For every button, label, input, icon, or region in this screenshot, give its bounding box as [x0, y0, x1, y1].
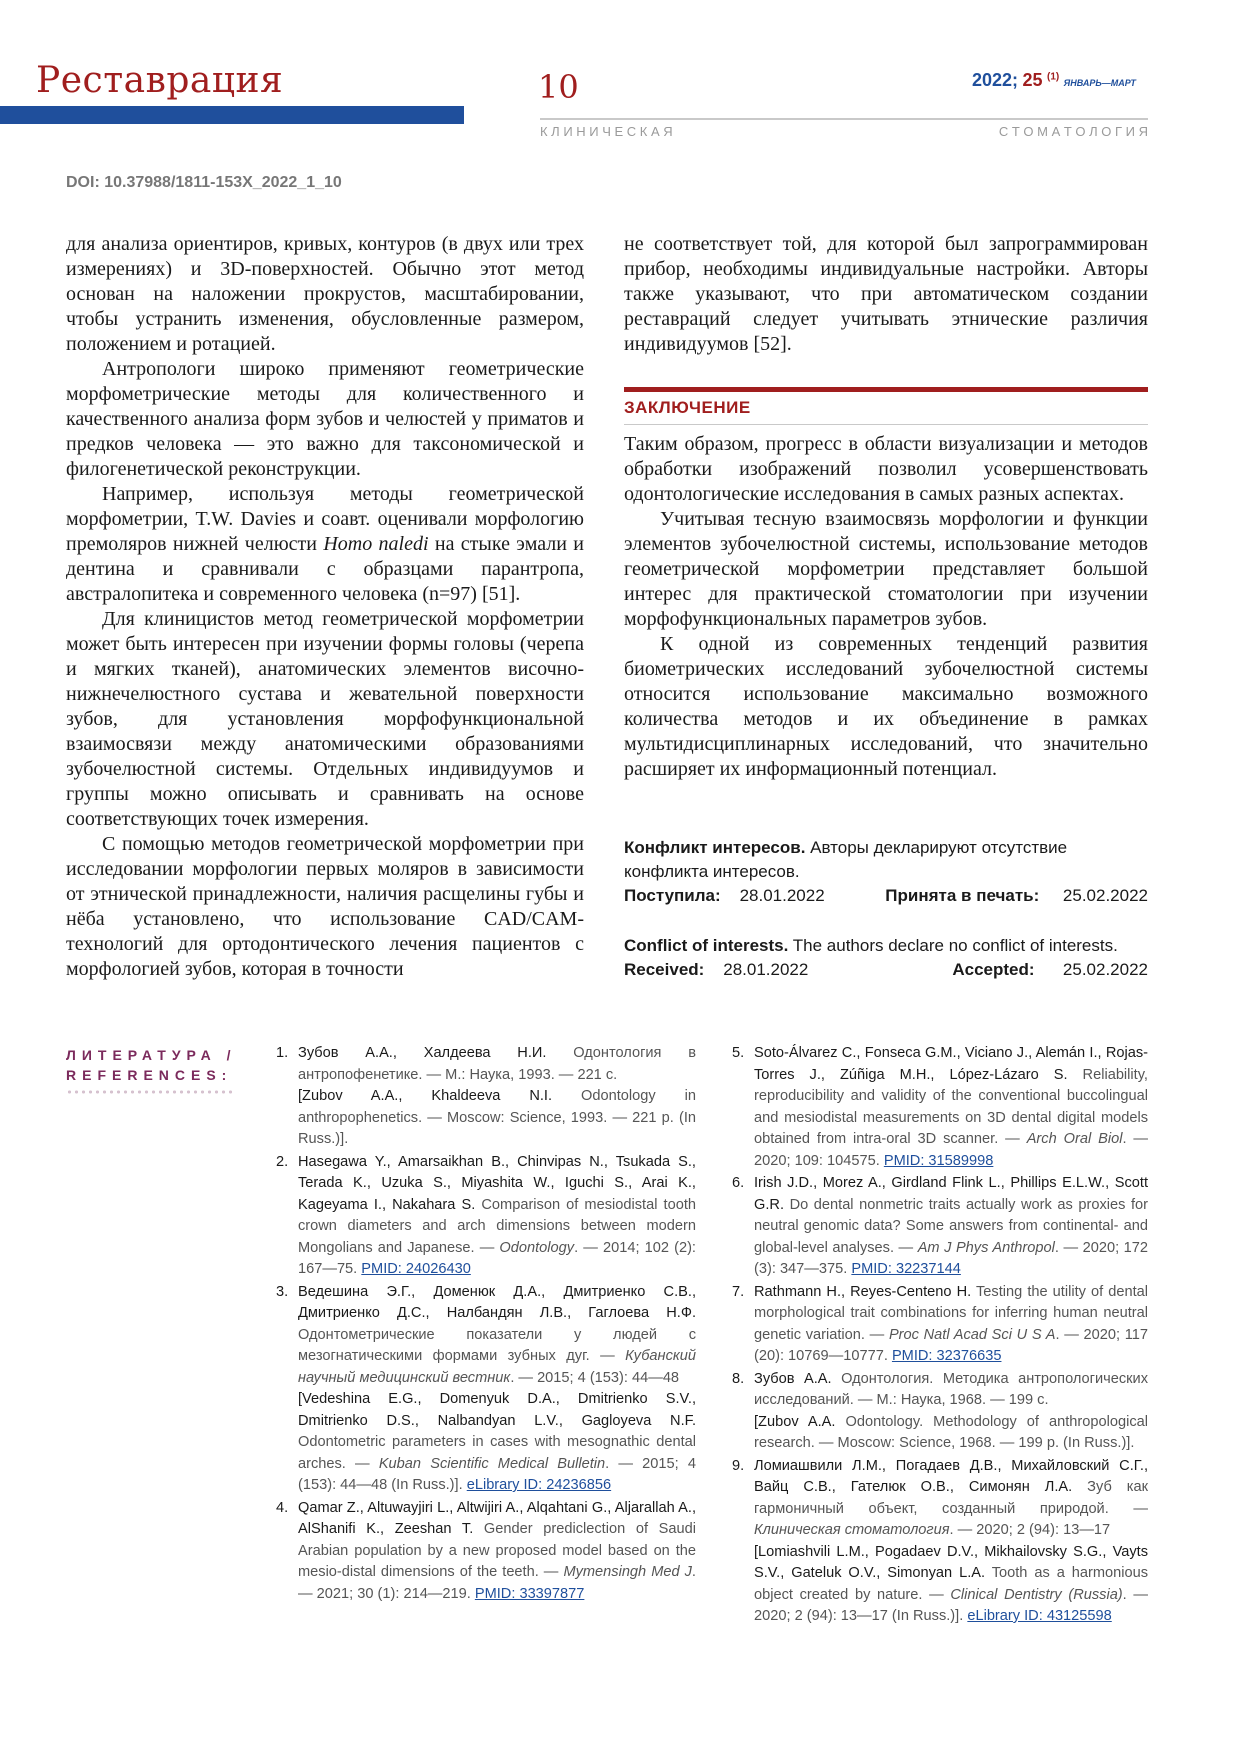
reference-number: 5. — [732, 1045, 745, 1061]
reference-journal: Proc Natl Acad Sci U S A — [888, 1326, 1056, 1343]
reference-text: Reliability, reproducibility and validity of the conventional buccolingual and mesiodistal measurements on 3D dental digital models obtained from intra-oral 3D scanner. — — [754, 1066, 1148, 1147]
reference-number: 1. — [276, 1045, 289, 1061]
header-rule — [540, 118, 1148, 120]
reference-translit-authors: [Zubov A.A., Khaldeeva N.I. — [298, 1088, 553, 1104]
journal-title: Реставрация — [36, 60, 284, 101]
pmid-link[interactable]: PMID: 33397877 — [474, 1585, 585, 1602]
issue-number: (1) — [1046, 71, 1060, 83]
accepted-label: Принята в печать: — [885, 886, 1040, 905]
reference-authors: Soto-Álvarez C., Fonseca G.M., Viciano J., Alemán I., Rojas-Torres J., Zúñiga M.H., López-Lázaro S. — [754, 1045, 1148, 1083]
reference-item — [276, 1498, 696, 1606]
reference-number: 9. — [732, 1457, 745, 1474]
dates-en — [624, 958, 1148, 982]
references-right — [732, 1043, 1148, 1629]
reference-text: . — 2020; 2 (94): 13—17 — [949, 1522, 1111, 1538]
reference-translit-text: . — 2020; 2 (94): 13—17 (In Russ.)]. — [754, 1586, 1148, 1624]
section-title-conclusion: ЗАКЛЮЧЕНИЕ — [624, 398, 751, 417]
page-number: 10 — [538, 68, 579, 106]
reference-number: 2. — [276, 1153, 289, 1170]
received-date: 28.01.2022 — [739, 886, 825, 905]
reference-authors: Rathmann H., Reyes-Centeno H. — [754, 1283, 972, 1300]
paragraph: не соответствует той, для которой был запрограммирован прибор, необходимы индивидуальные настройки. Авторы также указывают, что при автоматическом создании реставраций следует учитывать этнические различия индивидуумов [52]. — [624, 233, 1148, 355]
issue-volume: 25 — [1022, 70, 1043, 90]
reference-number: 6. — [732, 1175, 745, 1191]
reference-item — [276, 1152, 696, 1281]
reference-authors: Ломиашвили Л.М., Погадаев Д.В., Михайловский С.Г., Вайц С.В., Гателюк О.В., Симонян Л.А. — [754, 1457, 1148, 1495]
left-column — [66, 232, 584, 982]
reference-journal: Am J Phys Anthropol — [917, 1239, 1055, 1256]
right-column-top — [624, 232, 1148, 357]
reference-translit-text: . — 2015; 4 (153): 44—48 (In Russ.)]. — [298, 1455, 696, 1493]
conflict-of-interests-en — [624, 934, 1148, 958]
reference-authors: Ведешина Э.Г., Доменюк Д.А., Дмитриенко С.В., Дмитриенко Д.С., Налбандян Л.В., Гаглоева Н.Ф. — [298, 1283, 696, 1321]
received-ru — [624, 884, 825, 908]
received-label: Received: — [624, 960, 705, 979]
received-date: 28.01.2022 — [723, 960, 809, 979]
journal-title-bar — [0, 106, 464, 124]
reference-translit-text: Odontology. Methodology of anthropological research. — Moscow: Science, 1968. — 199 p. (In Russ.)]. — [754, 1413, 1148, 1451]
paragraph: С помощью методов геометрической морфометрии при исследовании морфологии первых моляров в зависимости от этнической принадлежности, наличия расщелины губы и нёба установлено, что использование CAD/CAM-технологий для ортодонтического лечения пациентов с морфологией зубов, которая в точности — [66, 833, 584, 980]
reference-item — [276, 1043, 696, 1151]
reference-authors: Qamar Z., Altuwayjiri L., Altwijiri A., Alqahtani G., Aljarallah A., AlShanifi K., Zeeshan T. — [298, 1499, 696, 1537]
elibrary-link[interactable]: eLibrary ID: 43125598 — [967, 1608, 1112, 1624]
paragraph — [66, 482, 584, 607]
reference-journal: Odontology — [499, 1239, 575, 1256]
reference-text: Do dental nonmetric traits actually work as proxies for neutral genomic data? Some answers from continental- and global-level analyses. — — [754, 1196, 1148, 1256]
species-name: Homo naledi — [323, 533, 429, 555]
reference-item — [276, 1282, 696, 1497]
accepted-label: Accepted: — [952, 960, 1035, 979]
reference-item — [732, 1456, 1148, 1628]
paragraph: К одной из современных тенденций развития биометрических исследований зубочелюстной системы относится использование максимально возможного количества методов и их объединение в рамках мультидисциплинарных исследований, что значительно расширяет их информационный потенциал. — [624, 633, 1148, 780]
reference-text: Зуб как гармоничный объект, созданный природой. — — [754, 1479, 1148, 1517]
pmid-link[interactable]: PMID: 31589998 — [883, 1152, 994, 1169]
reference-journal: Кубанский научный медицинский вестник — [298, 1348, 696, 1386]
pmid-link[interactable]: PMID: 32376635 — [891, 1348, 1002, 1364]
accepted-en — [952, 958, 1148, 982]
section-rule-thin — [624, 424, 1148, 425]
received-label: Поступила: — [624, 886, 721, 905]
accepted-ru — [885, 884, 1148, 908]
references-title — [66, 1045, 237, 1085]
conflict-of-interests-ru — [624, 836, 1148, 884]
pmid-link[interactable]: PMID: 24026430 — [361, 1261, 471, 1277]
doi: DOI: 10.37988/1811-153X_2022_1_10 — [66, 174, 342, 191]
reference-journal: Clinical Dentistry (Russia) — [950, 1586, 1123, 1603]
reference-text: Одонтология. Методика антропологических исследований. — М.: Наука, 1968. — 199 с. — [754, 1370, 1148, 1408]
reference-text: Одонтометрические показатели у людей с мезогнатическими формами зубных дуг. — — [298, 1326, 696, 1364]
references-left — [276, 1043, 696, 1606]
reference-journal: Arch Oral Biol — [1026, 1131, 1123, 1147]
reference-text: . — 2020; 172 (3): 347—375. — [754, 1239, 1149, 1277]
reference-number: 7. — [732, 1283, 745, 1300]
received-en — [624, 958, 808, 982]
reference-text: . — 2020; 117 (20): 10769—10777. — [754, 1326, 1148, 1364]
reference-number: 4. — [276, 1499, 289, 1516]
references-title-en: REFERENCES: — [66, 1067, 233, 1083]
issue-months: ЯНВАРЬ—МАРТ — [1063, 78, 1136, 88]
reference-translit-text: Tooth as a harmonious object created by nature. — — [754, 1565, 1148, 1603]
issue-year: 2022; — [972, 70, 1019, 90]
reference-item — [732, 1173, 1148, 1281]
pmid-link[interactable]: PMID: 32237144 — [851, 1261, 961, 1277]
reference-number: 3. — [276, 1283, 289, 1300]
coi-text: The authors declare no conflict of interests. — [788, 936, 1118, 955]
reference-item — [732, 1043, 1148, 1172]
reference-text: Comparison of mesiodistal tooth crown diameters and arch dimensions between modern Mongolians and Japanese. — — [298, 1196, 696, 1256]
reference-authors: Зубов А.А., Халдеева Н.И. — [298, 1045, 547, 1061]
paragraph-text: Например, используя методы геометрической морфометрии, T.W. Davies и соавт. оценивали морфологию премоляров нижней челюсти — [66, 483, 584, 555]
reference-authors: Irish J.D., Morez A., Girdland Flink L., Phillips E.L.W., Scott G.R. — [754, 1175, 1148, 1213]
reference-journal: Kuban Scientific Medical Bulletin — [378, 1455, 606, 1472]
reference-text: Testing the utility of dental morphological trait combinations for inferring human neutral genetic variation. — — [754, 1283, 1149, 1343]
reference-text: . — 2015; 4 (153): 44—48 — [510, 1369, 680, 1386]
reference-item — [732, 1282, 1148, 1368]
accepted-date: 25.02.2022 — [1062, 960, 1148, 979]
reference-journal: Mymensingh Med J — [563, 1564, 692, 1580]
reference-translit-authors: [Lomiashvili L.M., Pogadaev D.V., Mikhailovsky S.G., Vayts S.V., Gateluk O.V., Simonyan L.A. — [754, 1543, 1148, 1581]
reference-item — [732, 1369, 1148, 1455]
section-rule — [624, 387, 1148, 392]
rubric-right: С Т О М А Т О Л О Г И Я — [998, 124, 1148, 139]
reference-text: . — 2014; 102 (2): 167—75. — [298, 1239, 696, 1277]
coi-text: Авторы декларируют отсутствие конфликта интересов. — [624, 838, 1068, 881]
reference-text: . — 2020; 109: 104575. — [754, 1131, 1149, 1169]
reference-text: . — 2021; 30 (1): 214—219. — [298, 1564, 696, 1602]
reference-translit-text: Odontology in anthropophenetics. — Moscow: Science, 1993. — 221 p. (In Russ.)]. — [298, 1088, 696, 1147]
accepted-date: 25.02.2022 — [1062, 886, 1148, 905]
reference-journal: Клиническая стоматология — [754, 1522, 950, 1538]
paragraph: Таким образом, прогресс в области визуализации и методов обработки изображений позволил усовершенствовать одонтологические исследования в самых разных аспектах. — [624, 433, 1148, 505]
references-title-ru: ЛИТЕРАТУРА / — [66, 1047, 237, 1063]
rubric-left: К Л И Н И Ч Е С К А Я — [540, 124, 673, 139]
reference-translit-authors: [Vedeshina E.G., Domenyuk D.A., Dmitrienko S.V., Dmitrienko D.S., Nalbandyan L.V., Gagloyeva N.F. — [298, 1391, 696, 1429]
reference-number: 8. — [732, 1370, 745, 1387]
paragraph: Антропологи широко применяют геометрические морфометрические методы для количественного и качественного анализа форм зубов и челюстей у приматов и предков человека — это важно для таксономической и филогенетической реконструкции. — [66, 358, 584, 480]
conclusion-text — [624, 432, 1148, 782]
reference-authors: Hasegawa Y., Amarsaikhan B., Chinvipas N., Tsukada S., Terada K., Uzuka S., Miyashita W., Iguchi S., Arai K., Kageyama I., Nakahara S. — [298, 1153, 696, 1213]
references-dots — [66, 1090, 236, 1094]
coi-label: Conflict of interests. — [624, 936, 789, 955]
elibrary-link[interactable]: eLibrary ID: 24236856 — [466, 1477, 612, 1493]
paragraph: Учитывая тесную взаимосвязь морфологии и функции элементов зубочелюстной системы, использование методов геометрической морфометрии представляет большой интерес для практической стоматологии при изучении морфофункциональных параметров зубов. — [624, 508, 1148, 630]
section-rubric — [540, 124, 1148, 139]
reference-text: Gender prediclection of Saudi Arabian population by a new proposed model based on the mesio-distal dimensions of the teeth. — — [298, 1521, 696, 1580]
dates-ru — [624, 884, 1148, 908]
paragraph-text: на стыке эмали и дентина и сравнивали с образцами парантропа, австралопитека и современного человека (n=97) [51]. — [66, 533, 584, 605]
paragraph: для анализа ориентиров, кривых, контуров (в двух или трех измерениях) и 3D-поверхностей. Обычно этот метод основан на наложении прокрустов, масштабировании, чтобы устранить изменения, обусловленные размером, положением и ротацией. — [66, 233, 584, 355]
reference-translit-authors: [Zubov A.A. — [754, 1413, 836, 1430]
coi-label: Конфликт интересов. — [624, 838, 806, 857]
reference-text: Одонтология в антропофенетике. — М.: Наука, 1993. — 221 с. — [298, 1045, 696, 1083]
paragraph: Для клиницистов метод геометрической морфометрии может быть интересен при изучении формы головы (черепа и мягких тканей), анатомических элементов височно-нижнечелюстного сустава и жевательной поверхности зубов, для установления морфофункциональной взаимосвязи между анатомическими образованиями зубочелюстной системы. Отдельных индивидуумов и группы можно описывать и сравнивать на основе соответствующих точек измерения. — [66, 608, 584, 830]
reference-authors: Зубов А.А. — [754, 1370, 832, 1387]
reference-translit-text: Odontometric parameters in cases with mesognathic dental arches. — — [298, 1434, 696, 1472]
issue-info — [972, 70, 1136, 91]
